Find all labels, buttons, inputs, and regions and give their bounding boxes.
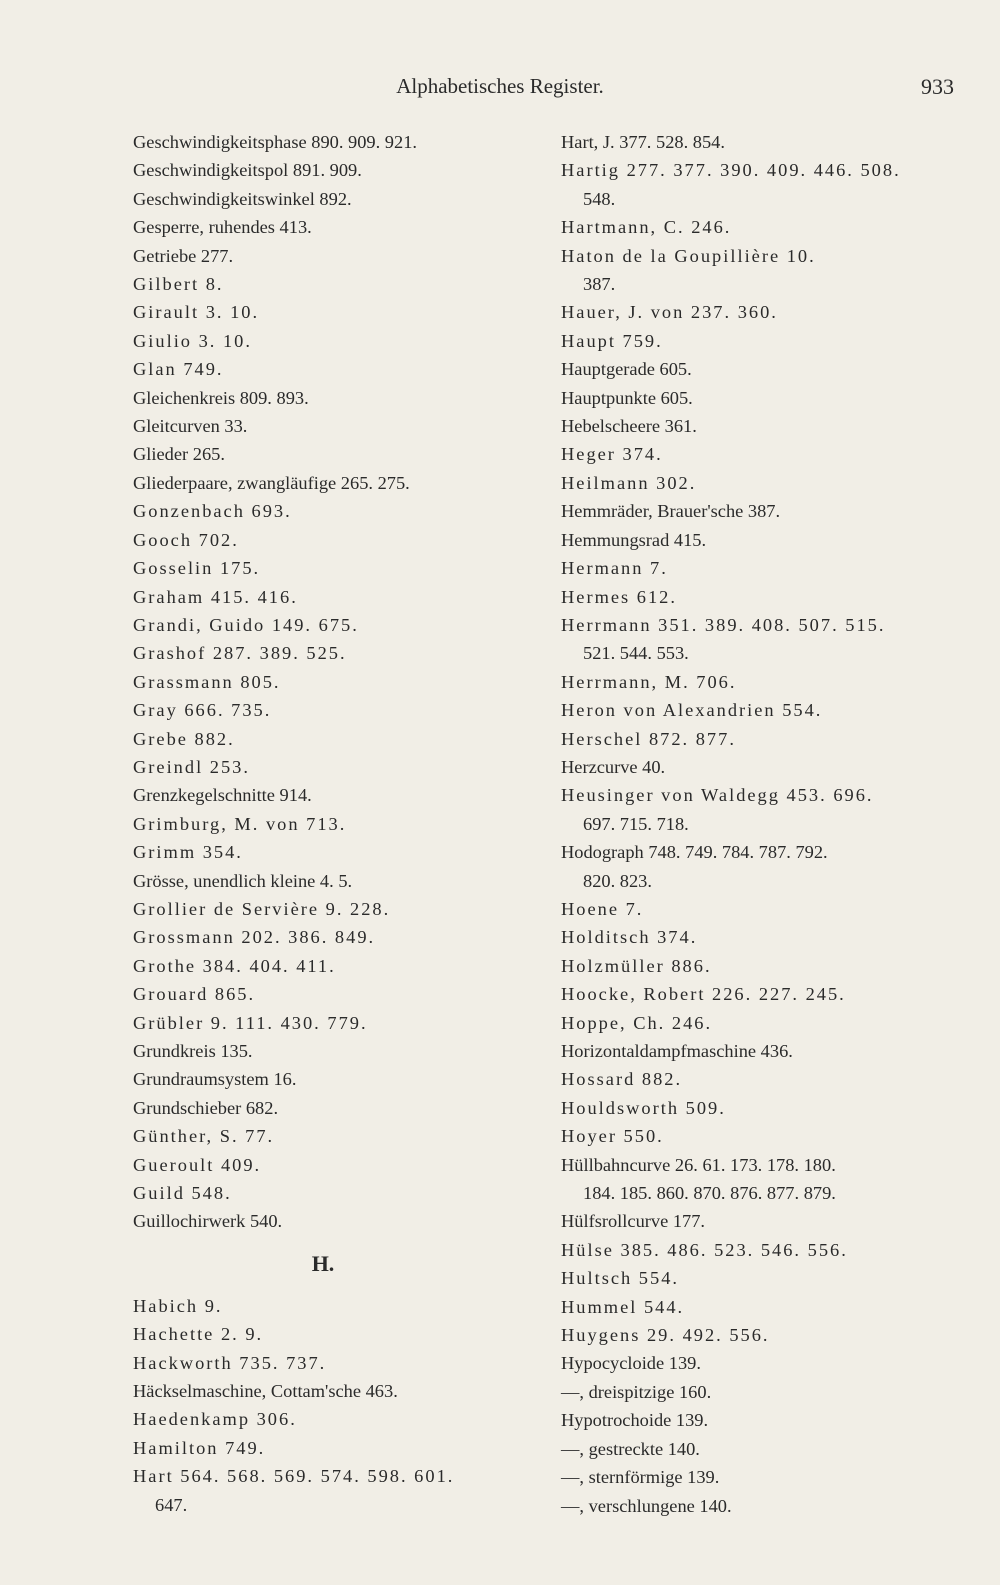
index-entry: Hamilton 749.: [133, 1437, 266, 1458]
index-entry: Hackworth 735. 737.: [133, 1352, 327, 1373]
index-entry: Heilmann 302.: [561, 472, 697, 493]
index-entry: Habich 9.: [133, 1295, 223, 1316]
index-entry-continuation: 521. 544. 553.: [583, 643, 689, 664]
index-entry: Hart 564. 568. 569. 574. 598. 601.: [133, 1466, 455, 1487]
index-entry: Geschwindigkeitspol 891. 909.: [133, 160, 362, 181]
index-entry: Heron von Alexandrien 554.: [561, 700, 823, 721]
index-entry: Geschwindigkeitsphase 890. 909. 921.: [133, 132, 417, 152]
index-entry: —, dreispitzige 160.: [561, 1381, 712, 1402]
index-entry: Grandi, Guido 149. 675.: [133, 614, 359, 635]
index-entry: Hart, J. 377. 528. 854.: [561, 132, 725, 152]
index-entry: Grossmann 202. 386. 849.: [133, 927, 376, 948]
index-entry-continuation: 820. 823.: [583, 870, 652, 891]
index-entry: Hossard 882.: [561, 1069, 683, 1090]
index-entry-continuation: 647.: [155, 1494, 188, 1515]
page-header: [0, 74, 1000, 104]
index-entry: Holzmüller 886.: [561, 955, 712, 976]
index-entry: Grundkreis 135.: [133, 1041, 253, 1061]
right-column: [561, 128, 961, 1520]
index-entry: Gonzenbach 693.: [133, 501, 292, 522]
index-entry: Grösse, unendlich kleine 4. 5.: [133, 870, 353, 891]
index-entry: Hoocke, Robert 226. 227. 245.: [561, 984, 846, 1005]
index-entry: Grouard 865.: [133, 984, 256, 1005]
index-entry: Gleitcurven 33.: [133, 416, 248, 437]
index-entry: Graham 415. 416.: [133, 586, 298, 607]
index-entry: Gosselin 175.: [133, 558, 261, 579]
index-entry: Grenzkegelschnitte 914.: [133, 785, 312, 806]
index-entry: Haupt 759.: [561, 330, 663, 351]
index-entry: Häckselmaschine, Cottam'sche 463.: [133, 1381, 398, 1402]
index-entry-continuation: 184. 185. 860. 870. 876. 877. 879.: [583, 1183, 836, 1204]
running-title: Alphabetisches Register.: [396, 74, 604, 98]
section-heading: H.: [311, 1250, 335, 1276]
index-entry: Hartmann, C. 246.: [561, 217, 732, 238]
index-entry: Hauptpunkte 605.: [561, 387, 693, 408]
index-entry: Greindl 253.: [133, 756, 250, 777]
index-entry: Herschel 872. 877.: [561, 728, 736, 749]
index-entry: Grübler 9. 111. 430. 779.: [133, 1012, 368, 1033]
index-entry-continuation: 548.: [583, 188, 616, 209]
index-entry-continuation: 697. 715. 718.: [583, 813, 689, 834]
index-entry: Grothe 384. 404. 411.: [133, 955, 336, 976]
index-entry: Herrmann 351. 389. 408. 507. 515.: [561, 614, 886, 635]
left-column: [133, 128, 533, 1519]
index-entry: Hoyer 550.: [561, 1126, 664, 1147]
index-entry: Hermes 612.: [561, 586, 677, 607]
index-entry: Gooch 702.: [133, 529, 239, 550]
index-entry: Getriebe 277.: [133, 245, 234, 266]
index-entry: Hülse 385. 486. 523. 546. 556.: [561, 1239, 848, 1260]
index-entry: Gueroult 409.: [133, 1154, 262, 1175]
index-entry: Herzcurve 40.: [561, 756, 666, 777]
index-entry: Guild 548.: [133, 1183, 232, 1204]
index-entry: Gleichenkreis 809. 893.: [133, 387, 309, 408]
index-entry: Giulio 3. 10.: [133, 330, 252, 351]
index-entry: Günther, S. 77.: [133, 1126, 275, 1147]
index-entry: Grundschieber 682.: [133, 1097, 279, 1118]
page-number: 933: [921, 74, 954, 99]
index-entry: Hemmräder, Brauer'sche 387.: [561, 501, 781, 522]
index-entry: Grundraumsystem 16.: [133, 1069, 297, 1090]
index-entry: Horizontaldampfmaschine 436.: [561, 1041, 793, 1061]
index-entry: —, gestreckte 140.: [561, 1438, 700, 1459]
index-entry: Hüllbahncurve 26. 61. 173. 178. 180.: [561, 1154, 836, 1175]
index-entry: Hülfsrollcurve 177.: [561, 1211, 706, 1232]
index-entry: Hachette 2. 9.: [133, 1324, 264, 1345]
index-entry: Heusinger von Waldegg 453. 696.: [561, 785, 874, 806]
index-entry: Grollier de Servière 9. 228.: [133, 898, 391, 919]
index-entry: Grimm 354.: [133, 842, 243, 863]
index-entry: Glieder 265.: [133, 444, 225, 465]
index-entry: Grebe 882.: [133, 728, 235, 749]
index-entry: Hauer, J. von 237. 360.: [561, 302, 778, 323]
index-entry: Hypotrochoide 139.: [561, 1410, 709, 1431]
index-entry: Hauptgerade 605.: [561, 359, 692, 380]
index-entry: Hermann 7.: [561, 558, 668, 579]
index-entry: Houldsworth 509.: [561, 1097, 726, 1118]
index-entry: Grashof 287. 389. 525.: [133, 643, 347, 664]
index-entry: Herrmann, M. 706.: [561, 671, 737, 692]
index-entry: Haedenkamp 306.: [133, 1409, 297, 1430]
index-entry: Huygens 29. 492. 556.: [561, 1325, 770, 1346]
index-entry: Hoene 7.: [561, 898, 644, 919]
index-entry: Glan 749.: [133, 359, 224, 380]
index-entry: Hartig 277. 377. 390. 409. 446. 508.: [561, 160, 901, 181]
index-entry-continuation: 387.: [583, 274, 616, 295]
index-entry: Girault 3. 10.: [133, 302, 260, 323]
index-entry: —, verschlungene 140.: [561, 1495, 732, 1516]
index-entry: Grimburg, M. von 713.: [133, 813, 347, 834]
index-entry: Hypocycloide 139.: [561, 1353, 701, 1374]
index-entry: Gray 666. 735.: [133, 700, 272, 721]
index-entry: Grassmann 805.: [133, 671, 281, 692]
index-entry: Hodograph 748. 749. 784. 787. 792.: [561, 842, 828, 863]
index-entry: Heger 374.: [561, 444, 663, 465]
index-entry: Haton de la Goupillière 10.: [561, 245, 816, 266]
index-entry: Guillochirwerk 540.: [133, 1211, 283, 1232]
index-entry: Gilbert 8.: [133, 274, 224, 295]
index-entry: Holditsch 374.: [561, 927, 698, 948]
index-entry: Hummel 544.: [561, 1296, 685, 1317]
index-entry: Gliederpaare, zwangläufige 265. 275.: [133, 472, 410, 493]
index-entry: Hebelscheere 361.: [561, 416, 697, 437]
index-entry: Gesperre, ruhendes 413.: [133, 217, 312, 238]
index-entry: Hemmungsrad 415.: [561, 529, 707, 550]
index-entry: Hultsch 554.: [561, 1268, 679, 1289]
index-entry: Geschwindigkeitswinkel 892.: [133, 188, 352, 209]
index-entry: —, sternförmige 139.: [561, 1467, 720, 1488]
index-entry: Hoppe, Ch. 246.: [561, 1012, 713, 1033]
